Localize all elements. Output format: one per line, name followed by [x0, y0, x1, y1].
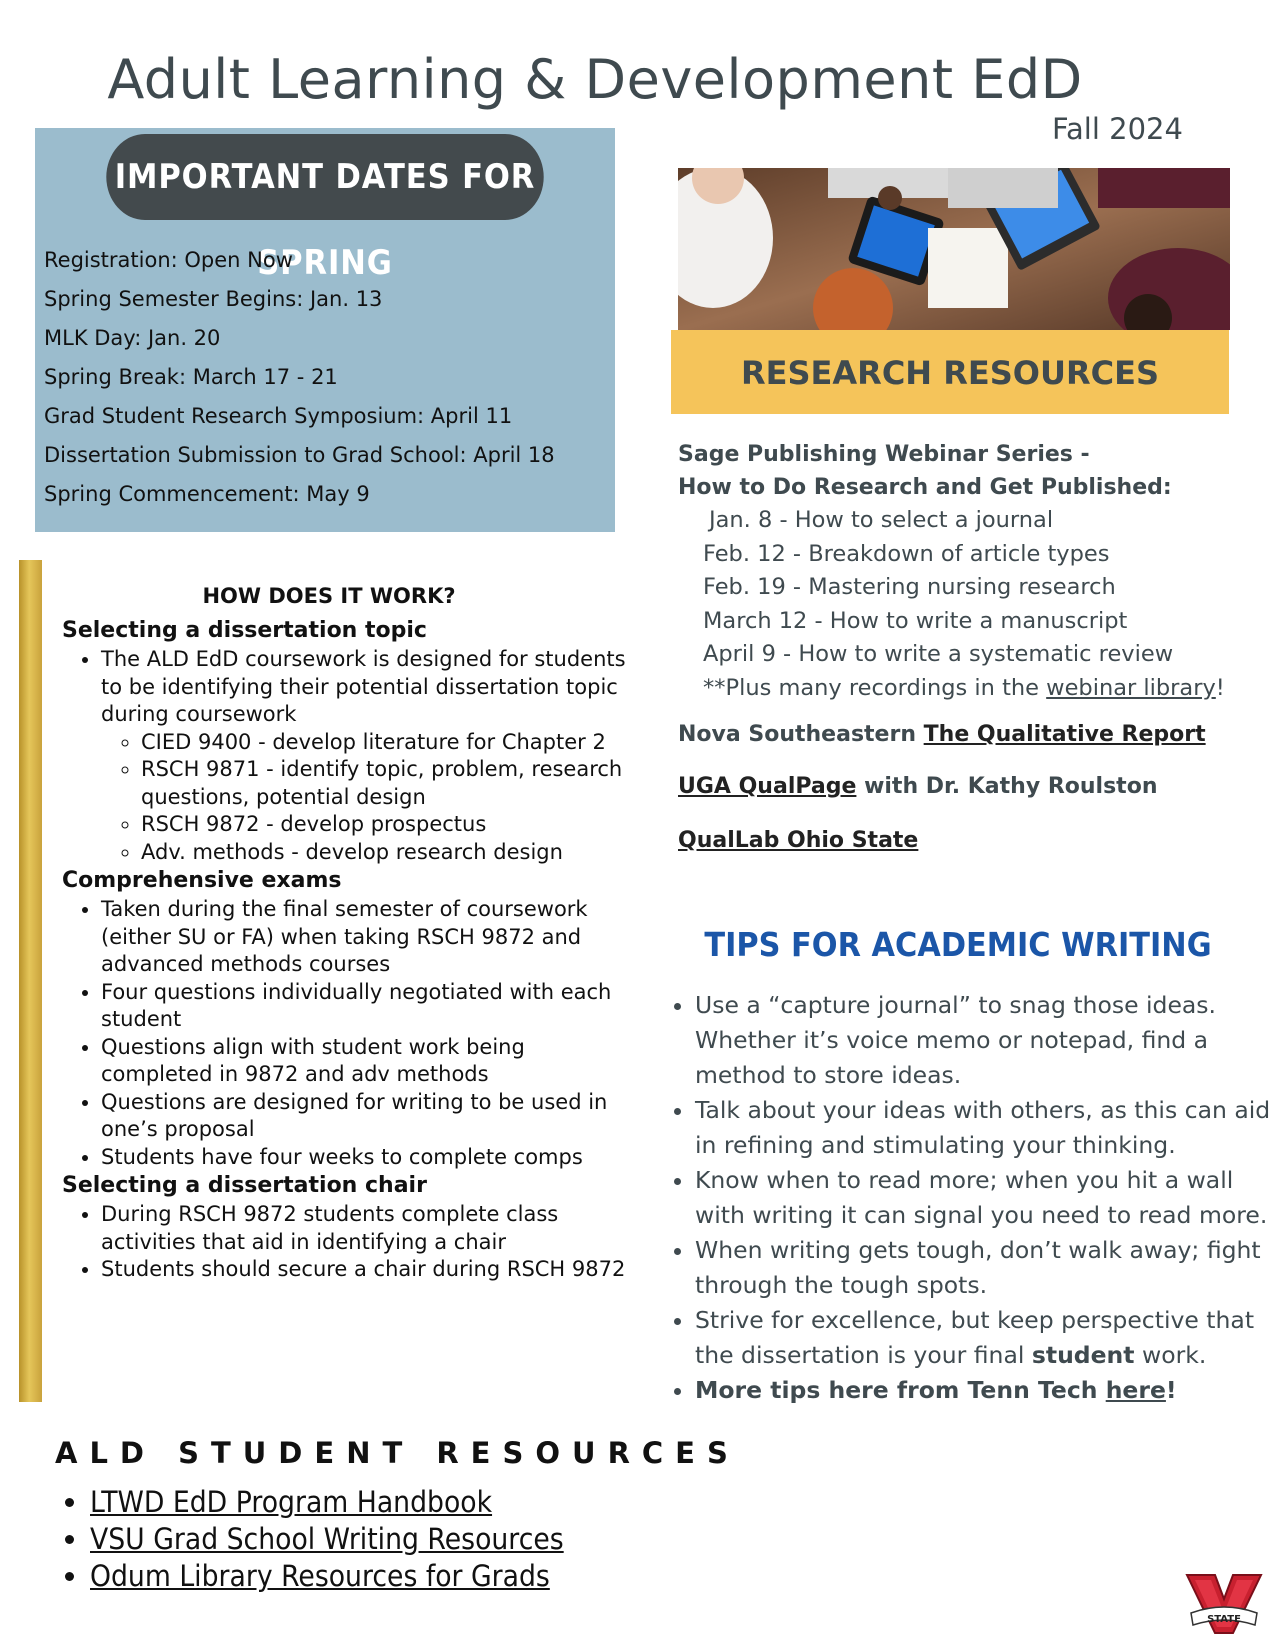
sage-webinar-list	[678, 504, 1225, 705]
chair-heading: Selecting a dissertation chair	[62, 1173, 427, 1198]
research-photo-illustration	[678, 168, 1230, 330]
library-resources-link[interactable]: Odum Library Resources for Grads	[90, 1559, 550, 1593]
topic-list	[62, 646, 632, 866]
topic-heading: Selecting a dissertation topic	[62, 618, 427, 643]
recordings-prefix: **Plus many recordings in the	[703, 674, 1047, 701]
date-item: MLK Day: Jan. 20	[44, 326, 221, 350]
date-item: Registration: Open Now	[44, 248, 293, 272]
list-item: • Students should secure a chair during RSCH 9872	[101, 1256, 632, 1284]
tips-list	[667, 988, 1273, 1408]
recordings-suffix: !	[1215, 674, 1225, 701]
vsu-logo	[1185, 1573, 1263, 1641]
sage-subtitle: How to Do Research and Get Published:	[678, 475, 1172, 500]
qualitative-report-link[interactable]: The Qualitative Report	[923, 722, 1206, 747]
list-item: • Students have four weeks to complete comps	[101, 1144, 632, 1172]
date-item: Dissertation Submission to Grad School: April 18	[44, 443, 555, 467]
webinar-item: Feb. 19 - Mastering nursing research	[703, 574, 1116, 600]
how-it-works-heading: HOW DOES IT WORK?	[202, 584, 456, 608]
uga-qualpage-link[interactable]: UGA QualPage	[678, 774, 857, 799]
excellence-bold: student	[1031, 1341, 1135, 1369]
list-item: ◦ Adv. methods - develop research design	[141, 839, 632, 867]
list-item: • Four questions individually negotiated with each student	[101, 979, 632, 1034]
topic-sublist	[101, 729, 632, 867]
uga-suffix: with Dr. Kathy Roulston	[856, 774, 1158, 799]
ald-resources-heading: ALD STUDENT RESOURCES	[55, 1436, 740, 1470]
sage-title: Sage Publishing Webinar Series -	[678, 442, 1090, 467]
how-it-works-section	[62, 584, 632, 1284]
tip-item: • When writing gets tough, don’t walk away; fight through the tough spots.	[695, 1233, 1273, 1303]
more-tips-suffix: !	[1165, 1376, 1177, 1404]
important-dates-list	[44, 245, 555, 518]
tip-item: • Know when to read more; when you hit a wall with writing it can signal you need to read more.	[695, 1163, 1273, 1233]
vsu-logo-icon	[1185, 1573, 1263, 1641]
webinar-item: Feb. 12 - Breakdown of article types	[703, 540, 1110, 567]
handbook-link[interactable]: LTWD EdD Program Handbook	[90, 1485, 493, 1519]
date-item: Spring Commencement: May 9	[44, 482, 370, 506]
quallab-resource	[678, 828, 918, 853]
nova-resource	[678, 722, 1206, 747]
list-item: ◦ CIED 9400 - develop literature for Chapter 2	[141, 729, 632, 757]
research-photo	[678, 168, 1230, 330]
chair-list	[62, 1201, 632, 1284]
date-item: Spring Break: March 17 - 21	[44, 365, 338, 389]
tenn-tech-link[interactable]: here	[1105, 1376, 1166, 1404]
date-item: Grad Student Research Symposium: April 11	[44, 404, 513, 428]
list-item: ◦ RSCH 9872 - develop prospectus	[141, 811, 632, 839]
list-item	[90, 1521, 605, 1558]
ald-resources-list	[62, 1484, 605, 1595]
tip-item: • Use a “capture journal” to snag those ideas. Whether it’s voice memo or notepad, find a method to store ideas.	[695, 988, 1273, 1093]
sage-webinar-section	[678, 438, 1225, 705]
tips-heading: TIPS FOR ACADEMIC WRITING	[704, 925, 1212, 964]
list-item	[90, 1558, 605, 1595]
logo-text: STATE	[1207, 1614, 1241, 1625]
page-title: Adult Learning & Development EdD	[107, 48, 1083, 111]
list-item: • Questions are designed for writing to be used in one’s proposal	[101, 1089, 632, 1144]
tip-item	[695, 1373, 1273, 1408]
excellence-prefix: Strive for excellence, but keep perspective that the dissertation is your final	[695, 1306, 1255, 1369]
webinar-item: April 9 - How to write a systematic review	[703, 641, 1174, 667]
exams-list	[62, 896, 632, 1171]
writing-resources-link[interactable]: VSU Grad School Writing Resources	[90, 1522, 564, 1556]
more-tips-prefix: More tips here from Tenn Tech	[695, 1376, 1106, 1404]
list-item: • Questions align with student work being completed in 9872 and adv methods	[101, 1034, 632, 1089]
gold-accent-bar	[19, 560, 42, 1402]
excellence-suffix: work.	[1134, 1341, 1207, 1369]
topic-bullet-text: The ALD EdD coursework is designed for students to be identifying their potential dissertation topic during coursework	[101, 647, 626, 726]
webinar-recordings	[703, 672, 1225, 706]
quallab-link[interactable]: QualLab Ohio State	[678, 828, 919, 853]
list-item	[90, 1484, 605, 1521]
webinar-library-link[interactable]: webinar library	[1046, 674, 1216, 701]
list-item	[101, 646, 632, 866]
list-item: ◦ RSCH 9871 - identify topic, problem, research questions, potential design	[141, 756, 632, 811]
tip-item	[695, 1303, 1273, 1373]
webinar-item: March 12 - How to write a manuscript	[703, 607, 1128, 634]
list-item: • During RSCH 9872 students complete class activities that aid in identifying a chair	[101, 1201, 632, 1256]
exams-heading: Comprehensive exams	[62, 868, 342, 893]
webinar-item: Jan. 8 - How to select a journal	[709, 507, 1054, 533]
term-label: Fall 2024	[1052, 112, 1183, 146]
date-item: Spring Semester Begins: Jan. 13	[44, 287, 383, 311]
nova-prefix: Nova Southeastern	[678, 722, 924, 747]
important-dates-heading: IMPORTANT DATES FOR SPRING	[106, 134, 543, 220]
research-resources-banner: RESEARCH RESOURCES	[671, 330, 1229, 414]
list-item: • Taken during the final semester of coursework (either SU or FA) when taking RSCH 9872 and advanced methods courses	[101, 896, 632, 979]
uga-resource	[678, 774, 1157, 799]
tip-item: • Talk about your ideas with others, as this can aid in refining and stimulating your thinking.	[695, 1093, 1273, 1163]
